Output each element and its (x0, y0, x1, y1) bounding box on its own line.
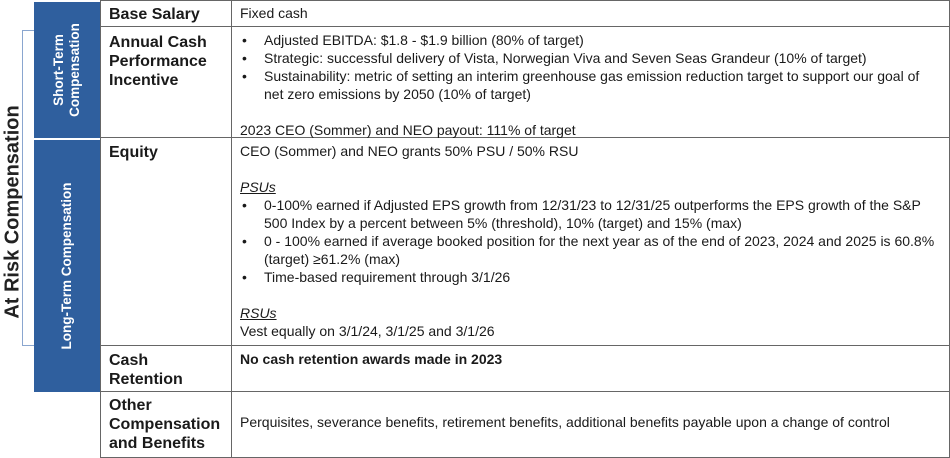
rsu-text: Vest equally on 3/1/24, 3/1/25 and 3/1/26 (240, 323, 495, 339)
psu-bullets (240, 196, 941, 286)
row-other-compensation (100, 392, 950, 458)
row-base-salary (100, 0, 950, 27)
other-compensation-label: Other Compensation and Benefits (101, 392, 232, 457)
bullet-item: • Sustainability: metric of setting an interim greenhouse gas emission reduction target to support our goal of net zero emissions by 2050 (10% of target) (240, 67, 941, 103)
row-cash-retention (100, 346, 950, 392)
long-term-label: Long-Term Compensation (59, 182, 74, 350)
annual-cash-label: Annual Cash Performance Incentive (101, 27, 232, 137)
long-term-band (34, 138, 100, 392)
other-compensation-content: Perquisites, severance benefits, retirement benefits, additional benefits payable upon a change of control (240, 413, 890, 430)
bullet-item: • Strategic: successful delivery of Vista, Norwegian Viva and Seven Seas Grandeur (10% of target) (240, 49, 941, 67)
short-term-band (34, 0, 100, 138)
short-term-label: Short-Term Compensation (51, 23, 82, 117)
annual-cash-bullets (240, 31, 941, 103)
equity-label: Equity (101, 138, 232, 345)
bullet-item: • 0 - 100% earned if average booked position for the next year as of the end of 2023, 2024 and 2025 is 60.8% (target) ≥61.2% (max) (240, 232, 941, 268)
base-salary-label: Base Salary (101, 1, 232, 26)
rsu-heading: RSUs (240, 305, 277, 321)
equity-content (232, 138, 949, 345)
equity-intro: CEO (Sommer) and NEO grants 50% PSU / 50% RSU (240, 143, 579, 159)
row-annual-cash (100, 27, 950, 138)
base-salary-content: Fixed cash (240, 5, 308, 21)
bullet-item: • 0-100% earned if Adjusted EPS growth from 12/31/23 to 12/31/25 outperforms the EPS growth of the S&P 500 Index by a percent between 5% (threshold), 10% (target) and 15% (max) (240, 196, 941, 232)
annual-cash-content (232, 27, 949, 137)
bullet-item: • Time-based requirement through 3/1/26 (240, 268, 941, 286)
side-title-text: At Risk Compensation (1, 105, 24, 319)
bullet-item: • Adjusted EBITDA: $1.8 - $1.9 billion (80% of target) (240, 31, 941, 49)
cash-retention-label: Cash Retention (101, 346, 232, 391)
row-equity (100, 138, 950, 346)
cash-retention-content: No cash retention awards made in 2023 (240, 351, 503, 367)
psu-heading: PSUs (240, 179, 276, 195)
annual-cash-payout: 2023 CEO (Sommer) and NEO payout: 111% of target (240, 122, 576, 138)
